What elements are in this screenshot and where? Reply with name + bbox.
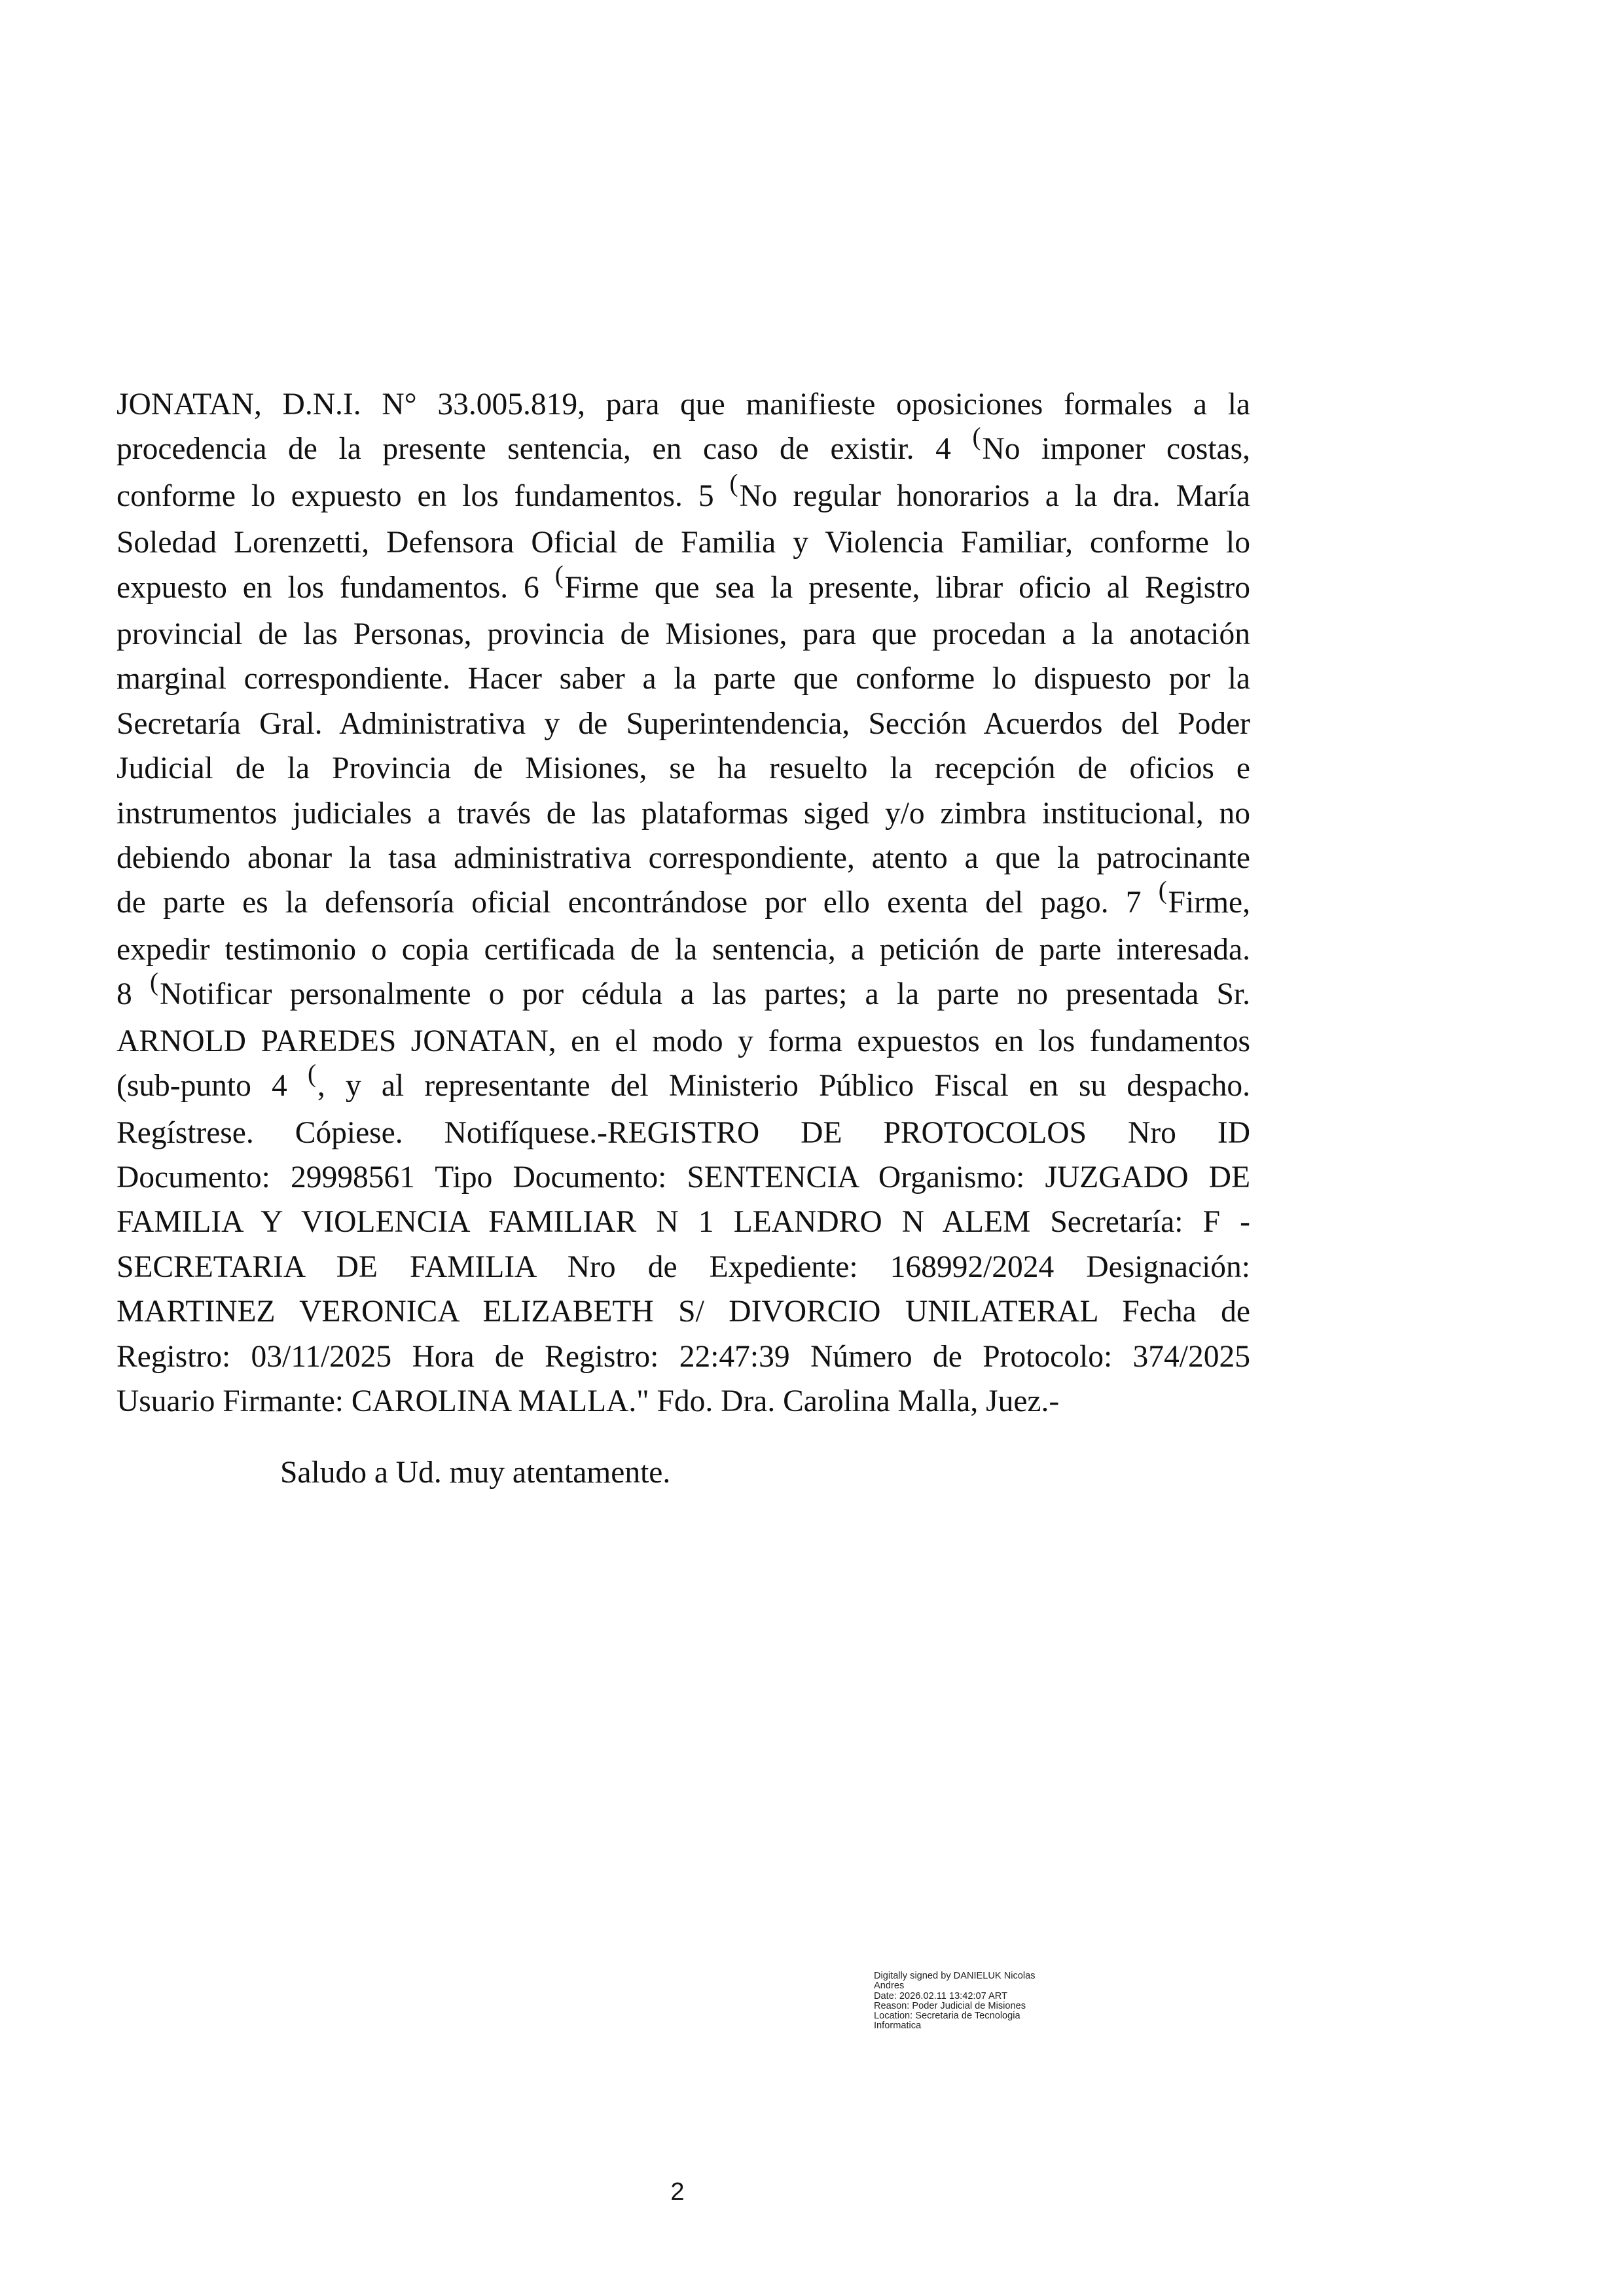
body-line: Secretaría Gral. Administrativa y de Superintendencia, Sección Acuerdos del Poder	[117, 706, 1250, 741]
body-line: Documento: 29998561 Tipo Documento: SENTENCIA Organismo: JUZGADO DE	[117, 1160, 1250, 1194]
body-line: JONATAN, D.N.I. N° 33.005.819, para que manifieste oposiciones formales a la	[117, 387, 1250, 422]
body-line: instrumentos judiciales a través de las plataformas siged y/o zimbra institucional, no	[117, 796, 1250, 831]
closing-salutation: Saludo a Ud. muy atentamente.	[280, 1456, 671, 1490]
paren-mark: (	[729, 469, 738, 498]
signature-line: Location: Secretaria de Tecnologia	[874, 2011, 1020, 2022]
body-line: ARNOLD PAREDES JONATAN, en el modo y forma expuestos en los fundamentos	[117, 1024, 1250, 1058]
signature-line: Digitally signed by DANIELUK Nicolas	[874, 1971, 1036, 1981]
paren-mark: (	[554, 561, 564, 590]
body-line: Judicial de la Provincia de Misiones, se ha resuelto la recepción de oficios e	[117, 751, 1250, 786]
body-line: (sub-punto 4 (, y al representante del Ministerio Público Fiscal en su despacho.	[117, 1059, 1250, 1103]
signature-line: Informatica	[874, 2020, 922, 2032]
body-line: procedencia de la presente sentencia, en caso de existir. 4 (No imponer costas,	[117, 422, 1251, 467]
body-line: provincial de las Personas, provincia de Misiones, para que procedan a la anotación	[117, 617, 1250, 652]
body-line: MARTINEZ VERONICA ELIZABETH S/ DIVORCIO UNILATERAL Fecha de	[117, 1295, 1250, 1329]
digital-signature-stamp	[874, 1971, 1036, 2032]
signature-line: Andres	[874, 1981, 905, 1992]
body-line: 8 (Notificar personalmente o por cédula a las partes; a la parte no presentada Sr.	[117, 967, 1250, 1012]
paren-mark: (	[972, 422, 981, 451]
body-line: expedir testimonio o copia certificada de la sentencia, a petición de parte interesada.	[117, 932, 1250, 967]
paren-mark: (	[1158, 876, 1167, 905]
body-line: SECRETARIA DE FAMILIA Nro de Expediente: 168992/2024 Designación:	[117, 1249, 1250, 1284]
body-line: FAMILIA Y VIOLENCIA FAMILIAR N 1 LEANDRO N ALEM Secretaría: F -	[117, 1205, 1250, 1240]
body-line: Registro: 03/11/2025 Hora de Registro: 22:47:39 Número de Protocolo: 374/2025	[117, 1339, 1250, 1374]
body-line: Regístrese. Cópiese. Notifíquese.-REGISTRO DE PROTOCOLOS Nro ID	[117, 1115, 1250, 1150]
signature-line: Date: 2026.02.11 13:42:07 ART	[874, 1990, 1007, 2001]
paren-mark: (	[307, 1059, 316, 1088]
body-line: de parte es la defensoría oficial encontrándose por ello exenta del pago. 7 (Firme,	[117, 876, 1250, 920]
document-body	[117, 382, 1250, 1424]
signature-line: Reason: Poder Judicial de Misiones	[874, 2000, 1026, 2011]
body-line: Usuario Firmante: CAROLINA MALLA." Fdo. Dra. Carolina Malla, Juez.-	[117, 1384, 1060, 1418]
paren-mark: (	[149, 967, 158, 996]
page-number: 2	[670, 2178, 685, 2206]
body-line: debiendo abonar la tasa administrativa correspondiente, atento a que la patrocinante	[117, 841, 1250, 876]
body-line: expuesto en los fundamentos. 6 (Firme que sea la presente, librar oficio al Registro	[117, 561, 1250, 605]
body-line: Soledad Lorenzetti, Defensora Oficial de Familia y Violencia Familiar, conforme lo	[117, 526, 1250, 560]
body-line: marginal correspondiente. Hacer saber a la parte que conforme lo dispuesto por la	[117, 662, 1250, 696]
body-line: conforme lo expuesto en los fundamentos. 5 (No regular honorarios a la dra. María	[117, 469, 1250, 513]
